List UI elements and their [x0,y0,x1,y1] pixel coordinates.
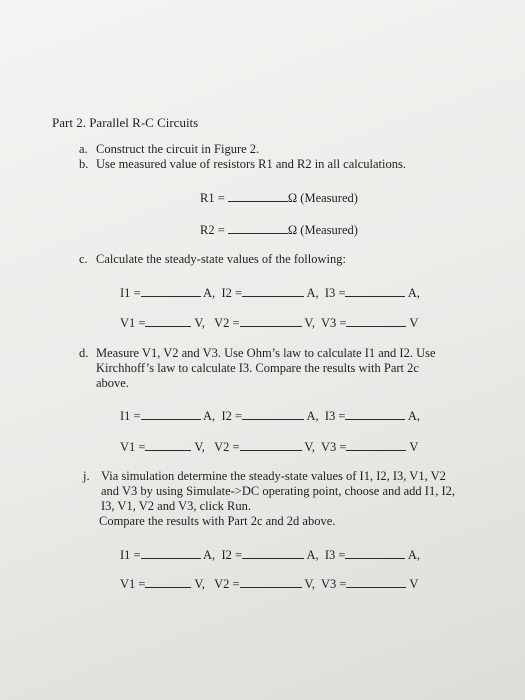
c-u1: V, [194,316,205,330]
item-j-line: Via simulation determine the steady-state values of I1, I2, I3, V1, V2 [101,469,446,483]
j-i3-label: I3 = [324,548,346,562]
r1-blank[interactable] [228,190,288,202]
item-d-letter: d. [79,346,89,360]
r1-row [200,190,358,206]
j-a1: A, [203,548,216,562]
c-i3-blank[interactable] [345,285,405,297]
j-i2-label: I2 = [221,548,243,562]
d-i2-label: I2 = [221,409,243,423]
c-v1-blank[interactable] [145,315,191,327]
d-a1: A, [203,409,216,423]
j-v1-label: V1 = [120,577,146,591]
c-u3: V [409,316,419,330]
j-i1-blank[interactable] [141,547,201,559]
j-i2-blank[interactable] [242,547,304,559]
j-a3: A, [407,548,421,562]
c-i2-blank[interactable] [242,285,304,297]
d-u3: V [409,440,419,454]
j-u2: V, [304,577,315,591]
r1-unit: Ω (Measured) [287,191,358,205]
c-i1-label: I1 = [120,286,141,300]
item-d-text [96,346,436,391]
c-voltage-row [120,315,418,331]
item-j-line: I3, V1, V2 and V3, click Run. [101,499,251,513]
d-v1-label: V1 = [120,440,146,454]
c-v2-blank[interactable] [240,315,302,327]
j-u1: V, [194,577,205,591]
item-a-text: Construct the circuit in Figure 2. [96,142,260,156]
j-v3-label: V3 = [321,577,347,591]
j-i3-blank[interactable] [345,547,405,559]
c-v2-label: V2 = [214,316,240,330]
c-u2: V, [304,316,315,330]
j-i1-label: I1 = [120,548,141,562]
d-a2: A, [306,409,319,423]
page-title: Part 2. Parallel R-C Circuits [52,115,199,130]
d-i3-label: I3 = [324,409,346,423]
d-a3: A, [407,409,421,423]
d-v3-label: V3 = [321,440,347,454]
j-v2-blank[interactable] [240,576,302,588]
c-i2-label: I2 = [221,286,243,300]
item-j-line: Compare the results with Part 2c and 2d above. [99,514,336,528]
d-u2: V, [304,440,315,454]
item-d-line: Measure V1, V2 and V3. Use Ohm’s law to calculate I1 and I2. Use [96,346,436,360]
item-b-letter: b. [79,157,89,171]
item-c-letter: c. [79,252,88,266]
j-v3-blank[interactable] [346,576,406,588]
j-a2: A, [306,548,319,562]
j-v2-label: V2 = [214,577,240,591]
r2-label: R2 = [200,223,225,237]
d-v1-blank[interactable] [145,439,191,451]
d-i3-blank[interactable] [345,408,405,420]
j-current-row [120,547,420,563]
item-j-letter: j. [83,469,90,483]
c-current-row [120,285,420,301]
r2-unit: Ω (Measured) [287,223,358,237]
item-j-text [101,469,455,529]
d-v2-label: V2 = [214,440,240,454]
c-v1-label: V1 = [120,316,146,330]
item-d-line: Kirchhoff’s law to calculate I3. Compare the results with Part 2c [96,361,419,375]
d-current-row [120,408,420,424]
item-j-line: and V3 by using Simulate->DC operating point, choose and add I1, I2, [101,484,455,498]
j-voltage-row [120,576,418,592]
c-a1: A, [203,286,216,300]
item-c-text: Calculate the steady-state values of the following: [96,252,346,266]
d-i2-blank[interactable] [242,408,304,420]
item-d-line: above. [96,376,129,390]
c-i3-label: I3 = [324,286,346,300]
c-a3: A, [407,286,421,300]
d-voltage-row [120,439,418,455]
c-v3-label: V3 = [321,316,347,330]
r2-row [200,222,358,238]
d-i1-blank[interactable] [141,408,201,420]
j-u3: V [409,577,419,591]
d-v2-blank[interactable] [240,439,302,451]
r1-label: R1 = [200,191,225,205]
d-v3-blank[interactable] [346,439,406,451]
d-i1-label: I1 = [120,409,141,423]
c-i1-blank[interactable] [141,285,201,297]
d-u1: V, [194,440,205,454]
item-b-text: Use measured value of resistors R1 and R2 in all calculations. [96,157,406,171]
c-a2: A, [306,286,319,300]
item-a-letter: a. [79,142,88,156]
c-v3-blank[interactable] [346,315,406,327]
j-v1-blank[interactable] [145,576,191,588]
r2-blank[interactable] [228,222,288,234]
